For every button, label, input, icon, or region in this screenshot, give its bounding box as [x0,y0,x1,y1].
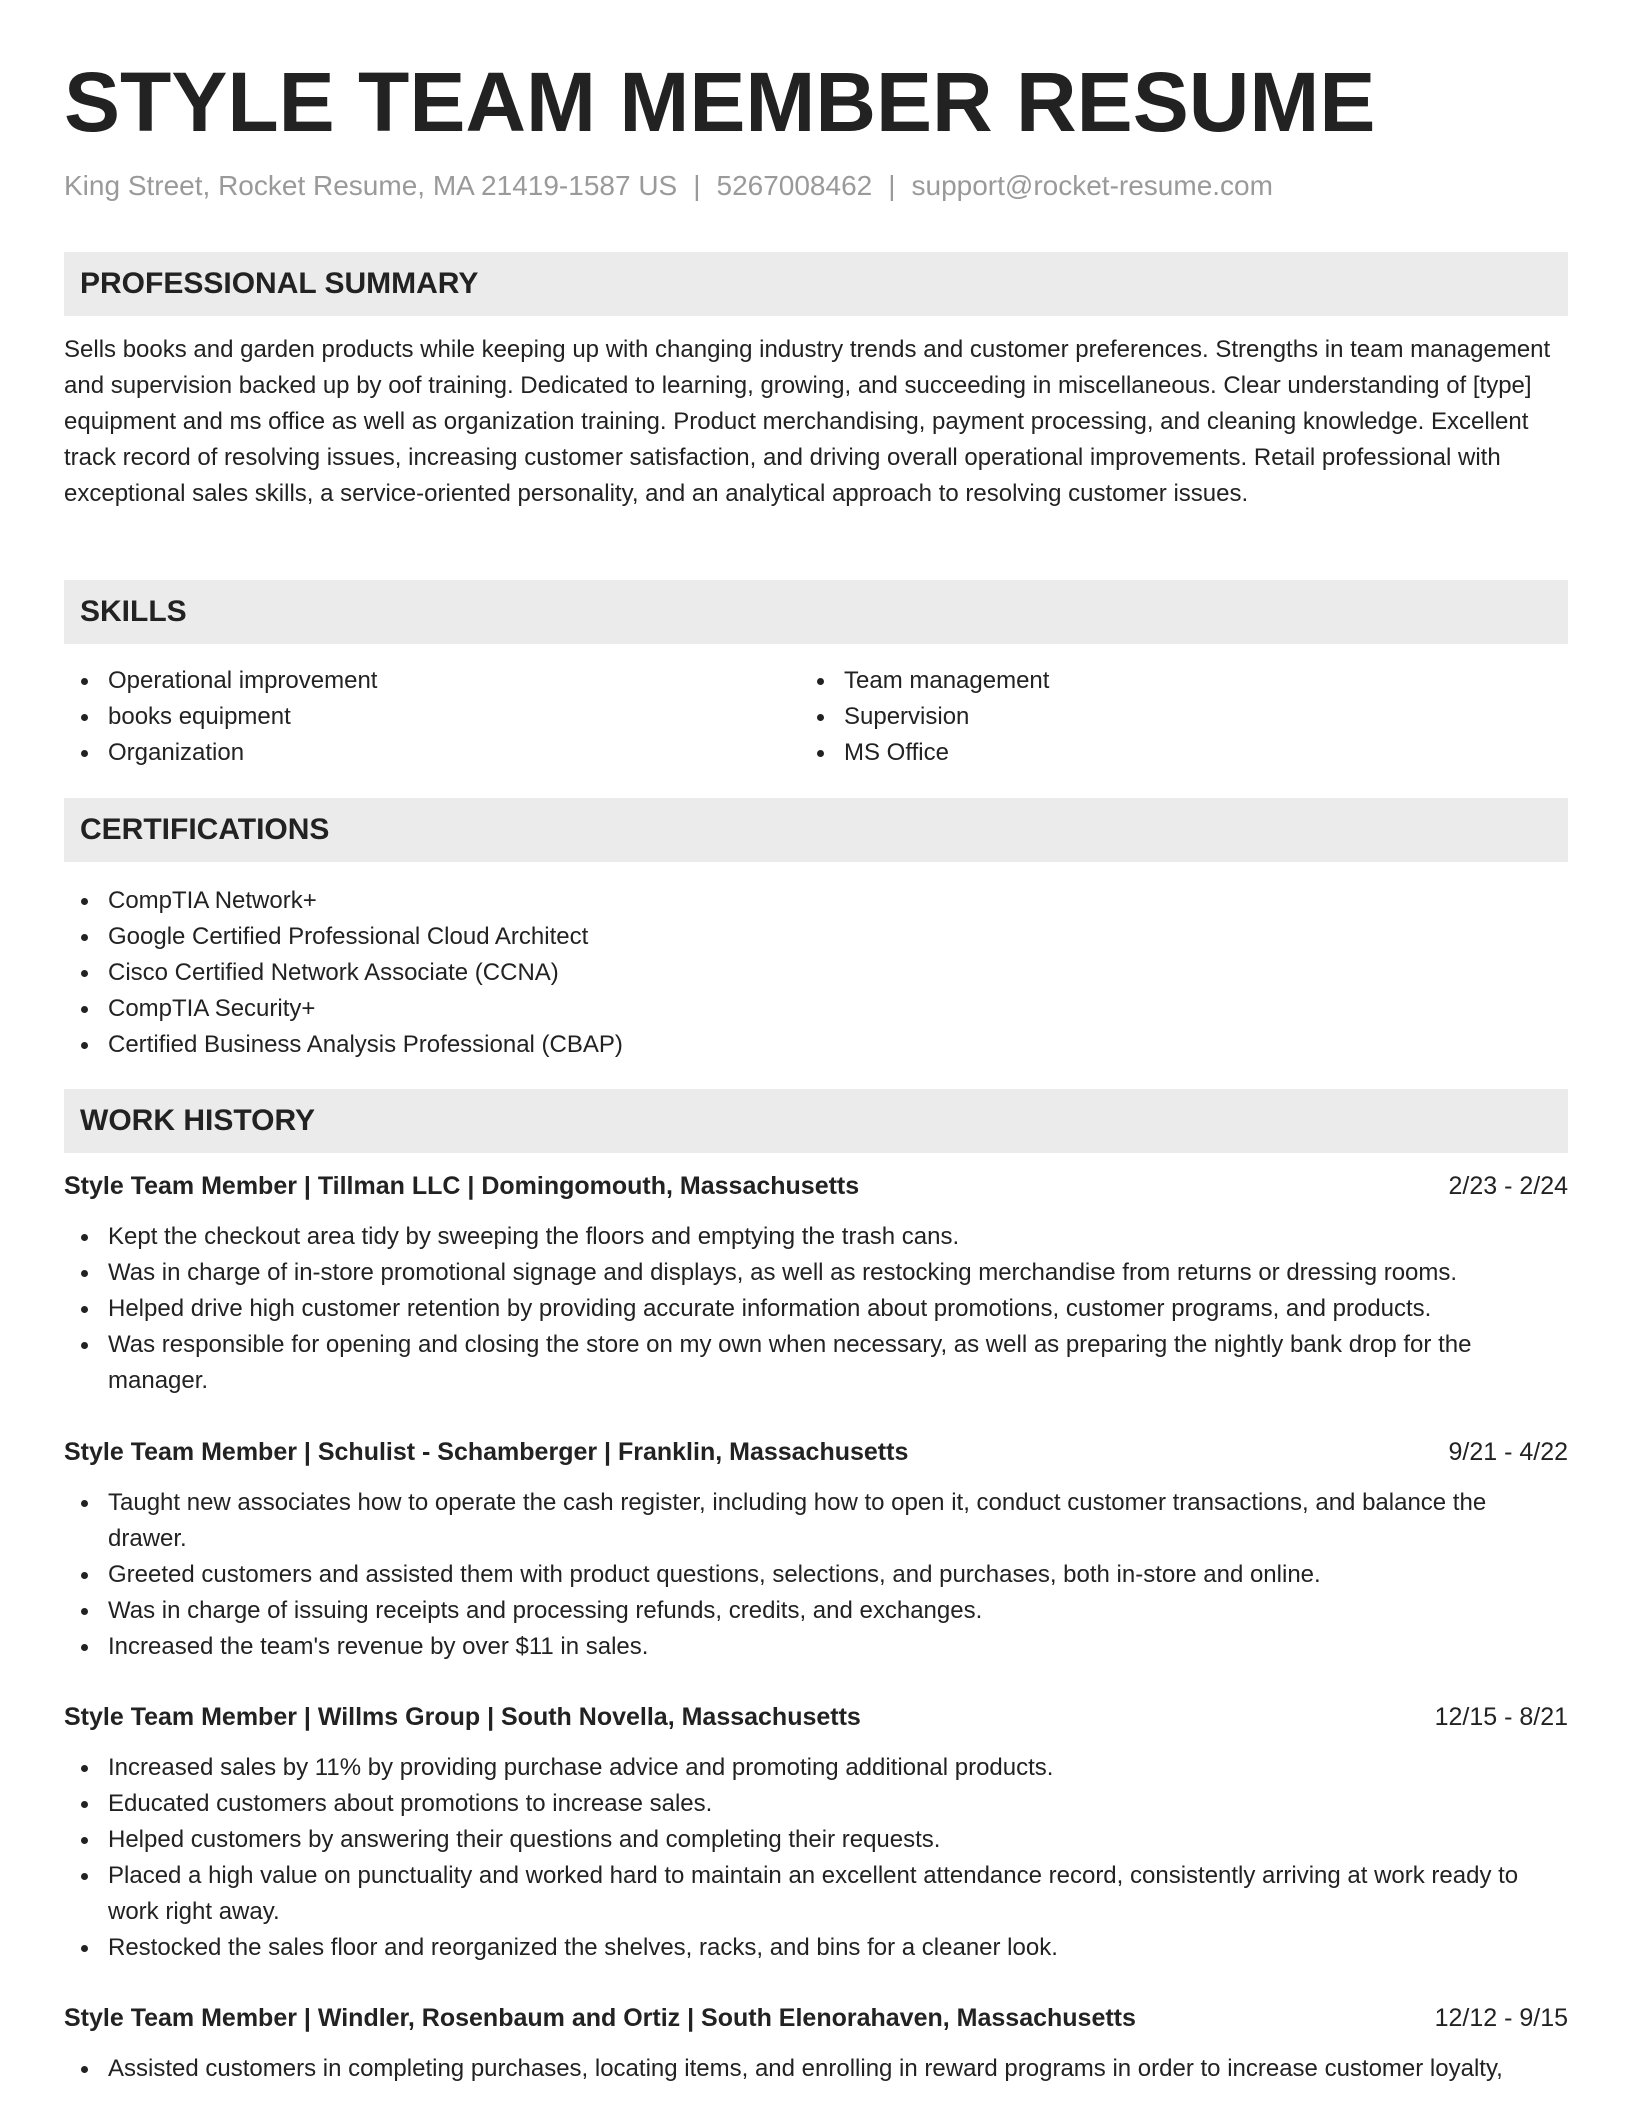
job-heading [64,1434,1568,1470]
certification-item: Cisco Certified Network Associate (CCNA) [64,955,1568,991]
contact-phone: 5267008462 [716,170,873,201]
certifications-list [64,883,1568,1063]
job-bullet: Taught new associates how to operate the cash register, including how to open it, conduct customer transactions, and balance the drawer. [64,1485,1568,1557]
resume-header [64,52,1568,206]
job-bullet: Kept the checkout area tidy by sweeping the floors and emptying the trash cans. [64,1219,1568,1255]
skills-column-left [64,663,764,771]
job-dates: 12/15 - 8/21 [1434,1703,1568,1731]
skill-item: Organization [64,735,764,771]
skill-item: Operational improvement [64,663,764,699]
contact-address: King Street, Rocket Resume, MA 21419-1587 US [64,170,678,201]
job-heading [64,1699,1568,1735]
job-bullet: Helped customers by answering their questions and completing their requests. [64,1822,1568,1858]
job-bullets [64,1219,1568,1399]
job-heading [64,1168,1568,1204]
resume-title: STYLE TEAM MEMBER RESUME [64,55,1376,149]
job-title-text: Style Team Member | Windler, Rosenbaum and Ortiz | South Elenorahaven, Massachusetts [64,2004,1136,2032]
job-title-text: Style Team Member | Tillman LLC | Domingomouth, Massachusetts [64,1172,860,1200]
skill-item: books equipment [64,699,764,735]
skill-item: Team management [800,663,1500,699]
job-bullets [64,2051,1568,2087]
job-bullet: Helped drive high customer retention by providing accurate information about promotions, customer programs, and products. [64,1291,1568,1327]
certification-item: Google Certified Professional Cloud Architect [64,919,1568,955]
job-bullet: Increased the team's revenue by over $11 in sales. [64,1629,1568,1665]
job-heading [64,2000,1568,2036]
job-title-text: Style Team Member | Willms Group | South Novella, Massachusetts [64,1703,861,1731]
certification-item: Certified Business Analysis Professional (CBAP) [64,1027,1568,1063]
job-bullet: Was responsible for opening and closing the store on my own when necessary, as well as preparing the nightly bank drop for the manager. [64,1327,1568,1399]
job-bullets [64,1485,1568,1665]
job-bullet: Was in charge of in-store promotional signage and displays, as well as restocking merchandise from returns or dressing rooms. [64,1255,1568,1291]
skills-column-right [800,663,1500,771]
summary-heading: PROFESSIONAL SUMMARY [64,252,1568,316]
job-bullet: Assisted customers in completing purchases, locating items, and enrolling in reward programs in order to increase customer loyalty, [64,2051,1568,2087]
summary-text: Sells books and garden products while keeping up with changing industry trends and customer preferences. Strengths in team management and supervision backed up by oof training. Dedicated to learning, growing, and succeeding in miscellaneous. Clear understanding of [type] equipment and ms office as well as organization training. Product merchandising, payment processing, and cleaning knowledge. Excellent track record of resolving issues, increasing customer satisfaction, and driving overall operational improvements. Retail professional with exceptional sales skills, a service-oriented personality, and an analytical approach to resolving customer issues. [64,336,1551,507]
contact-separator: | [888,170,896,201]
skill-item: MS Office [800,735,1500,771]
job-title-text: Style Team Member | Schulist - Schamberger | Franklin, Massachusetts [64,1438,909,1466]
job-bullet: Increased sales by 11% by providing purchase advice and promoting additional products. [64,1750,1568,1786]
job-dates: 2/23 - 2/24 [1448,1172,1568,1200]
certification-item: CompTIA Security+ [64,991,1568,1027]
job-bullet: Placed a high value on punctuality and worked hard to maintain an excellent attendance record, consistently arriving at work ready to work right away. [64,1858,1568,1930]
certifications-heading: CERTIFICATIONS [64,798,1568,862]
work-history-heading: WORK HISTORY [64,1089,1568,1153]
job-dates: 12/12 - 9/15 [1434,2004,1568,2032]
skills-heading: SKILLS [64,580,1568,644]
job-dates: 9/21 - 4/22 [1448,1438,1568,1466]
certification-item: CompTIA Network+ [64,883,1568,919]
contact-separator: | [693,170,701,201]
job-bullet: Greeted customers and assisted them with product questions, selections, and purchases, both in-store and online. [64,1557,1568,1593]
job-bullet: Restocked the sales floor and reorganized the shelves, racks, and bins for a cleaner look. [64,1930,1568,1966]
job-bullet: Was in charge of issuing receipts and processing refunds, credits, and exchanges. [64,1593,1568,1629]
job-bullet: Educated customers about promotions to increase sales. [64,1786,1568,1822]
contact-email: support@rocket-resume.com [911,170,1273,201]
skill-item: Supervision [800,699,1500,735]
job-bullets [64,1750,1568,1966]
contact-line [64,166,1568,206]
